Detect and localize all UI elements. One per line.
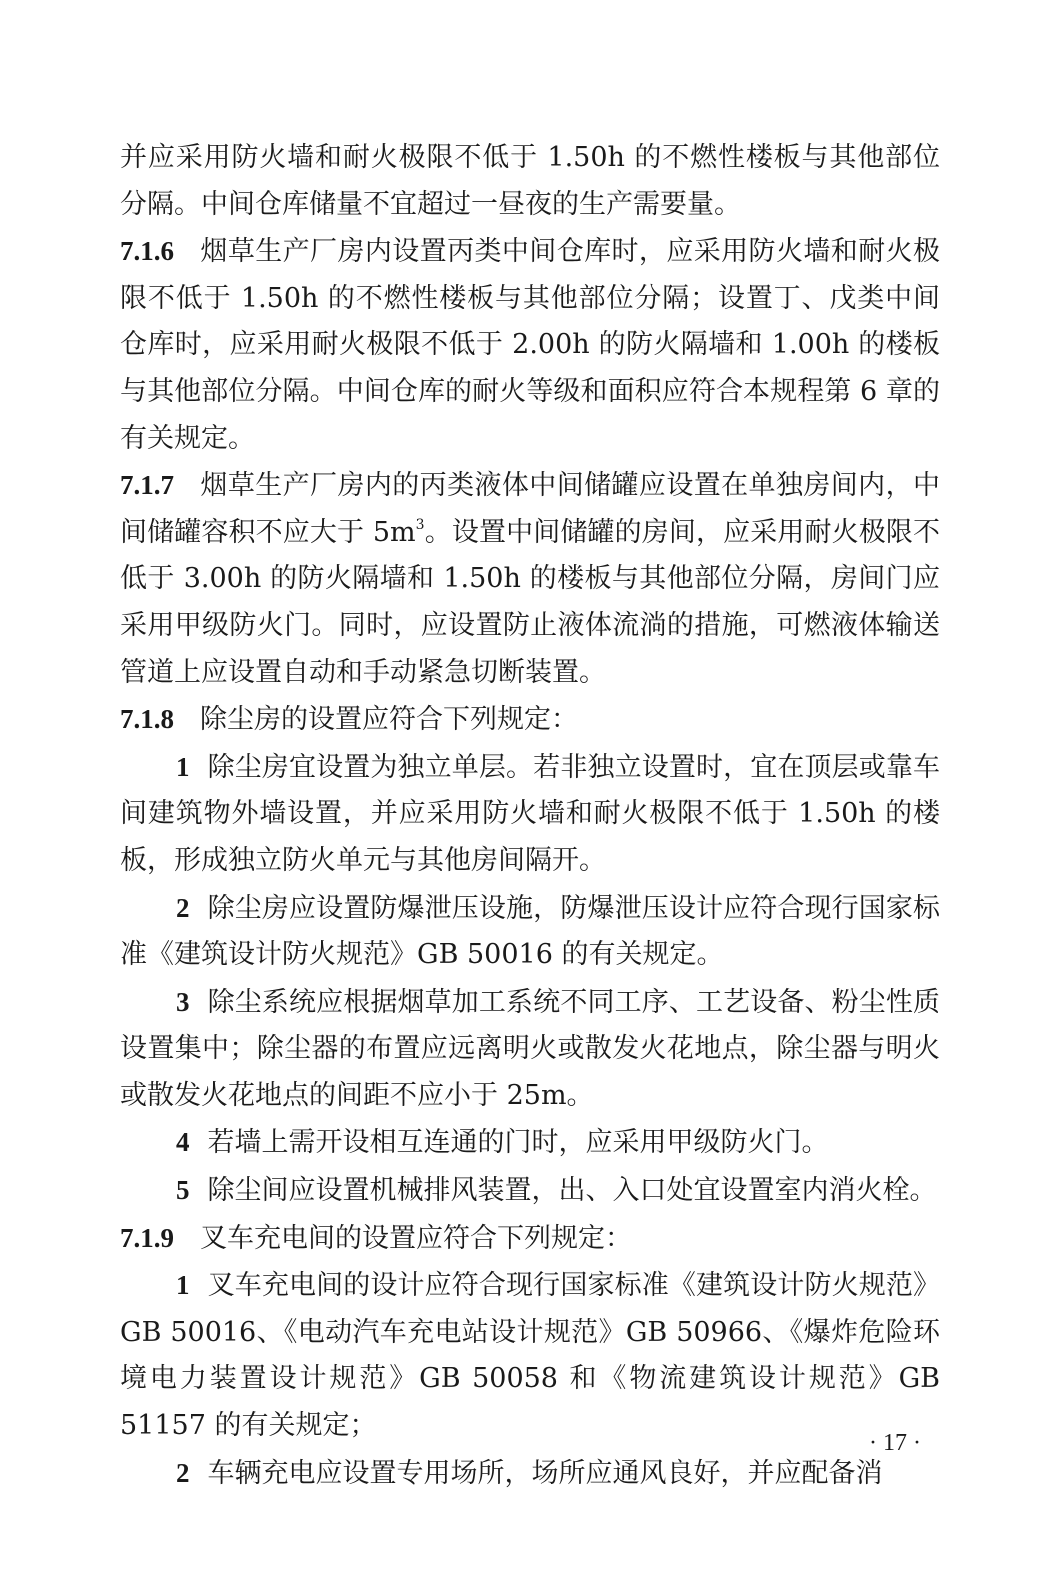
- item-text: 除尘房宜设置为独立单层。若非独立设置时，宜在顶层或靠车间建筑物外墙设置，并应采用防火墙和耐火极限不低于 1.50h 的楼板，形成独立防火单元与其他房间隔开。: [120, 751, 940, 876]
- clause-text-continued: 。设置中间储罐的房间，应采用耐火极限不低于 3.00h 的防火隔墙和 1.50h 的楼板与其他部位分隔，房间门应采用甲级防火门。同时，应设置防止液体流淌的措施，可燃液体输送管道上应设置自动和手动紧急切断装置。: [120, 516, 940, 688]
- item-text: 除尘系统应根据烟草加工系统不同工序、工艺设备、粉尘性质设置集中；除尘器的布置应远离明火或散发火花地点，除尘器与明火或散发火花地点的间距不应小于 25m。: [120, 986, 940, 1111]
- item-text: 叉车充电间的设计应符合现行国家标准《建筑设计防火规范》GB 50016、《电动汽车充电站设计规范》GB 50966、《爆炸危险环境电力装置设计规范》GB 50058 和《物流建筑设计规范》GB 51157 的有关规定；: [120, 1270, 940, 1442]
- item-number: 5: [176, 1175, 190, 1206]
- item-number: 4: [176, 1127, 190, 1158]
- continuation-paragraph: 并应采用防火墙和耐火极限不低于 1.50h 的不燃性楼板与其他部位分隔。中间仓库储量不宜超过一昼夜的生产需要量。: [120, 142, 940, 220]
- clause-7-1-8-item-3: [120, 979, 940, 1120]
- clause-7-1-9: [120, 1215, 940, 1263]
- clause-7-1-7: [120, 462, 940, 696]
- document-body: [120, 135, 940, 1497]
- clause-text: 叉车充电间的设置应符合下列规定：: [200, 1222, 632, 1254]
- page-number: · 17 ·: [869, 1430, 921, 1456]
- item-number: 3: [176, 986, 190, 1017]
- clause-7-1-8-item-4: [120, 1119, 940, 1167]
- superscript: 3: [415, 516, 425, 533]
- clause-7-1-9-item-1: [120, 1262, 940, 1449]
- clause-number: 7.1.6: [120, 236, 174, 267]
- item-number: 1: [176, 1270, 190, 1301]
- item-text: 除尘间应设置机械排风装置，出、入口处宜设置室内消火栓。: [207, 1175, 937, 1207]
- clause-text: 除尘房的设置应符合下列规定：: [200, 704, 578, 736]
- item-text: 若墙上需开设相互连通的门时，应采用甲级防火门。: [207, 1127, 829, 1159]
- clause-7-1-8: [120, 696, 940, 744]
- clause-7-1-8-item-2: [120, 885, 940, 979]
- item-text: 车辆充电应设置专用场所，场所应通风良好，并应配备消: [207, 1457, 883, 1489]
- clause-number: 7.1.8: [120, 704, 174, 735]
- clause-7-1-8-item-1: [120, 744, 940, 885]
- clause-text: 烟草生产厂房内设置丙类中间仓库时，应采用防火墙和耐火极限不低于 1.50h 的不燃性楼板与其他部位分隔；设置丁、戊类中间仓库时，应采用耐火极限不低于 2.00h 的防火隔墙和 1.00h 的楼板与其他部位分隔。中间仓库的耐火等级和面积应符合本规程第 6 章的有关规定。: [120, 236, 940, 454]
- clause-number: 7.1.9: [120, 1222, 174, 1253]
- clause-7-1-8-item-5: [120, 1167, 940, 1215]
- item-number: 2: [176, 892, 190, 923]
- clause-7-1-9-item-2: [120, 1450, 940, 1498]
- clause-7-1-6: [120, 228, 940, 462]
- clause-text: 烟草生产厂房内的丙类液体中间储罐应设置在单独房间内，中间储罐容积不应大于 5m: [120, 470, 940, 548]
- clause-number: 7.1.7: [120, 470, 174, 501]
- item-text: 除尘房应设置防爆泄压设施，防爆泄压设计应符合现行国家标准《建筑设计防火规范》GB 50016 的有关规定。: [120, 892, 940, 971]
- item-number: 2: [176, 1457, 190, 1488]
- item-number: 1: [176, 751, 190, 782]
